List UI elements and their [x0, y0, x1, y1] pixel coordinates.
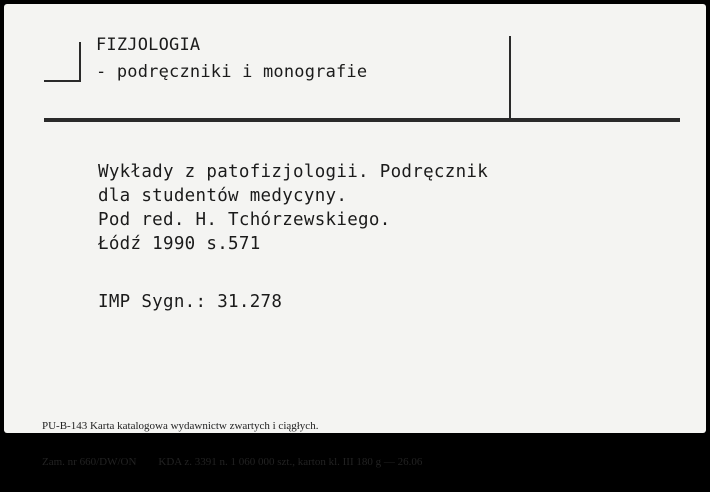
footer-form-line: PU-B-143 Karta katalogowa wydawnictw zwartych i ciągłych.: [42, 420, 319, 432]
entry-title-line: Wykłady z patofizjologii. Podręcznik: [98, 162, 489, 182]
header-divider-rule: [44, 118, 680, 122]
entry-imprint-line: Łódź 1990 s.571: [98, 234, 261, 254]
catalog-card: [4, 4, 706, 468]
footer-order-line: Zam. nr 660/DW/ON KDA z. 3391 n. 1 060 000 szt., karton kl. III 180 g — 26.06: [42, 456, 423, 468]
corner-bracket-horizontal: [44, 80, 81, 82]
header-right-divider: [509, 36, 511, 120]
subject-subheading: - podręczniki i monografie: [96, 62, 368, 82]
subject-header: [96, 32, 367, 86]
corner-bracket-vertical: [79, 42, 81, 82]
entry-subtitle-line: dla studentów medycyny.: [98, 186, 348, 206]
call-number: IMP Sygn.: 31.278: [98, 292, 283, 312]
card-printer-footer: [42, 396, 422, 492]
bibliographic-entry: [98, 160, 488, 256]
entry-editor-line: Pod red. H. Tchórzewskiego.: [98, 210, 391, 230]
subject-heading: FIZJOLOGIA: [96, 35, 201, 55]
